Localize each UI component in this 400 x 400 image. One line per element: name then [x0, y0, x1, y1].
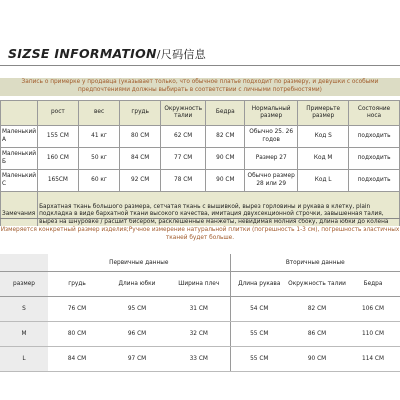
- fitting-header-cell: Примерьте размер: [298, 101, 349, 126]
- title-english: SIZSE INFORMATION: [8, 46, 157, 61]
- table-cell: 96 CM: [106, 322, 168, 347]
- measurement-header-cell: размер: [0, 272, 48, 297]
- table-cell: 55 CM: [230, 347, 288, 372]
- table-cell: 86 CM: [288, 322, 346, 347]
- table-cell: 41 кг: [78, 126, 120, 148]
- table-cell: 62 CM: [160, 126, 206, 148]
- fitting-note: Запись о примерке у продавца (указывает только, что обычное платье подходит по размеру, и девушки с особыми предпочтениями должны выбирать в соответствии с личными потребностями): [0, 78, 400, 96]
- group-secondary: Вторичные данные: [230, 254, 400, 272]
- measurement-table: [0, 254, 400, 372]
- table-cell: 84 CM: [120, 148, 160, 170]
- table-row: [1, 148, 400, 170]
- table-cell: 54 CM: [230, 297, 288, 322]
- fitting-header-cell: рост: [38, 101, 79, 126]
- table-cell: 95 CM: [106, 297, 168, 322]
- table-cell: 92 CM: [120, 170, 160, 192]
- table-row: [0, 297, 400, 322]
- section-divider: [0, 218, 400, 219]
- table-cell: 80 CM: [48, 322, 106, 347]
- fitting-header-cell: [1, 101, 38, 126]
- title-divider: [0, 65, 400, 66]
- table-cell: Маленький С: [1, 170, 38, 192]
- table-cell: 84 CM: [48, 347, 106, 372]
- measurement-header-cell: Окружность талии: [288, 272, 346, 297]
- fitting-header-cell: вес: [78, 101, 120, 126]
- table-cell: 106 CM: [346, 297, 400, 322]
- table-cell: подходить: [349, 148, 400, 170]
- group-primary: Первичные данные: [48, 254, 230, 272]
- table-cell: 50 кг: [78, 148, 120, 170]
- table-cell: 60 кг: [78, 170, 120, 192]
- table-cell: 90 CM: [206, 148, 245, 170]
- table-cell: Код S: [298, 126, 349, 148]
- table-row: [0, 347, 400, 372]
- group-header-row: [0, 254, 400, 272]
- table-cell: 160 CM: [38, 148, 79, 170]
- group-header-blank: [0, 254, 48, 272]
- table-cell: 82 CM: [206, 126, 245, 148]
- table-row: [1, 170, 400, 192]
- fitting-header-cell: Окружность талии: [160, 101, 206, 126]
- size-cell: M: [0, 322, 48, 347]
- table-cell: подходить: [349, 170, 400, 192]
- size-cell: S: [0, 297, 48, 322]
- fitting-header-cell: Бедра: [206, 101, 245, 126]
- fitting-header-cell: Нормальный размер: [245, 101, 298, 126]
- table-cell: 76 CM: [48, 297, 106, 322]
- table-cell: 90 CM: [206, 170, 245, 192]
- table-row: [1, 126, 400, 148]
- table-cell: 55 CM: [230, 322, 288, 347]
- measurement-header-row: [0, 272, 400, 297]
- measurement-header-cell: Длина юбки: [106, 272, 168, 297]
- table-cell: 155 CM: [38, 126, 79, 148]
- fitting-header-cell: Состояние носа: [349, 101, 400, 126]
- table-cell: подходить: [349, 126, 400, 148]
- page-title: [8, 46, 206, 62]
- table-cell: 97 CM: [106, 347, 168, 372]
- table-cell: Размер 27: [245, 148, 298, 170]
- remarks-text: Бархатная ткань большого размера, сетчатая ткань с вышивкой, вырез горловины и рукава в клетку, plain подкладка в виде бархатной ткани высокого качества, имитация двухсекционной строчки, завышенная талия, вырез на шнуровке / расшит бисером, расклешенные манжеты, невидимая молния сбоку, длина юбки до колена: [38, 192, 400, 239]
- remarks-label: Замечания: [1, 192, 38, 239]
- table-cell: Обычно 25. 26 годов: [245, 126, 298, 148]
- table-cell: 114 CM: [346, 347, 400, 372]
- table-cell: Маленький Б: [1, 148, 38, 170]
- table-cell: 31 CM: [168, 297, 230, 322]
- table-row: [0, 322, 400, 347]
- table-cell: Код M: [298, 148, 349, 170]
- title-chinese: /尺码信息: [156, 48, 207, 61]
- measurement-header-cell: Длина рукава: [230, 272, 288, 297]
- table-cell: 90 CM: [288, 347, 346, 372]
- table-cell: 82 CM: [288, 297, 346, 322]
- table-cell: 110 CM: [346, 322, 400, 347]
- measurement-header-cell: Ширина плеч: [168, 272, 230, 297]
- table-cell: 33 CM: [168, 347, 230, 372]
- table-cell: Маленький А: [1, 126, 38, 148]
- fitting-header-row: [1, 101, 400, 126]
- table-cell: Обычно размер 28 или 29: [245, 170, 298, 192]
- measurement-header-cell: Бедра: [346, 272, 400, 297]
- measurement-header-cell: грудь: [48, 272, 106, 297]
- table-cell: 78 CM: [160, 170, 206, 192]
- table-cell: 77 CM: [160, 148, 206, 170]
- table-cell: 165CM: [38, 170, 79, 192]
- measurement-note: Измеряется конкретный размер изделия;Ручное измерение натуральной плитки (погрешность 1-3 см), погрешность эластичных тканей будет больше.: [0, 226, 400, 246]
- table-cell: 80 CM: [120, 126, 160, 148]
- table-cell: 32 CM: [168, 322, 230, 347]
- table-cell: Код L: [298, 170, 349, 192]
- fitting-header-cell: грудь: [120, 101, 160, 126]
- size-cell: L: [0, 347, 48, 372]
